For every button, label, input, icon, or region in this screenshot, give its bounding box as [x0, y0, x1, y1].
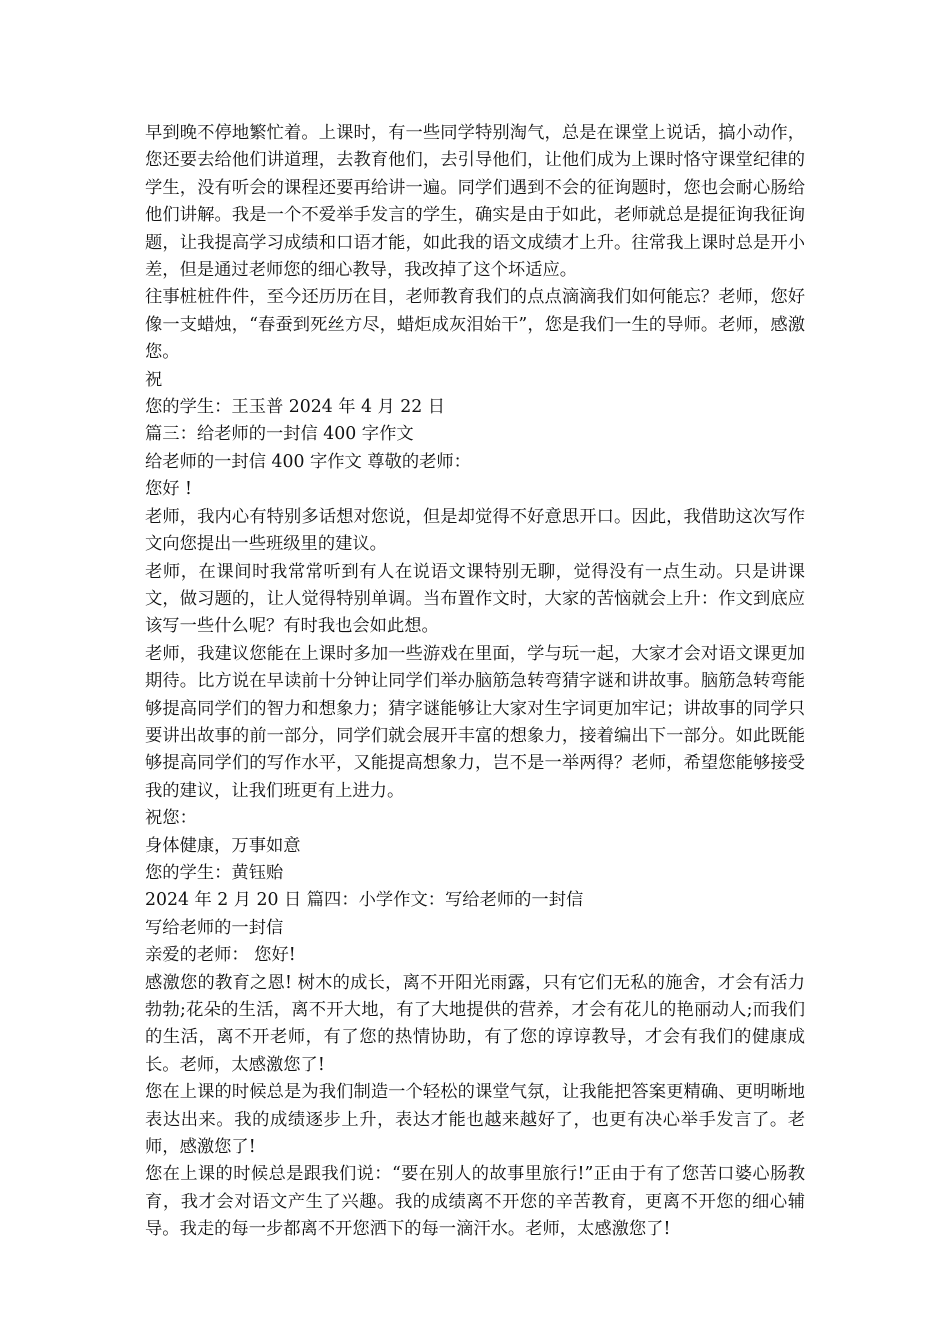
letter-title: 写给老师的一封信 [145, 917, 284, 938]
date-and-section-heading-4: 2024 年 2 月 20 日 篇四：小学作文：写给老师的一封信 [145, 890, 584, 911]
signature-line: 您的学生：黄钰贻 [145, 862, 284, 883]
section-heading-3: 篇三：给老师的一封信 400 字作文 [145, 424, 414, 445]
salutation-greeting: 亲爱的老师： 您好! [145, 945, 296, 966]
paragraph-suggestion: 老师，我建议您能在上课时多加一些游戏在里面，学与玩一起，大家才会对语文课更加期待。比方说在早读前十分钟让同学们举办脑筋急转弯猜字谜和讲故事。脑筋急转弯能够提高同学们的智力和想象力；猜字谜能够让大家对生字词更加牢记；讲故事的同学只要讲出故事的前一部分，同学们就会展开丰富的想象力，接着编出下一部分。如此既能够提高同学们的写作水平，又能提高想象力，岂不是一举两得？老师，希望您能够接受我的建议，让我们班更有上进力。 [145, 643, 805, 801]
closing-wish: 祝 [145, 369, 163, 390]
paragraph-memories: 往事桩桩件件，至今还历历在目，老师教育我们的点点滴滴我们如何能忘？老师，您好像一支蜡烛，“春蚕到死丝方尽，蜡炬成灰泪始干”，您是我们一生的导师。老师，感激您。 [145, 287, 805, 363]
paragraph-classroom: 您在上课的时候总是为我们制造一个轻松的课堂气氛，让我能把答案更精确、更明晰地表达出来。我的成绩逐步上升，表达才能也越来越好了，也更有决心举手发言了。老师，感激您了! [145, 1082, 805, 1158]
paragraph-problem: 老师，在课间时我常常听到有人在说语文课特别无聊，觉得没有一点生动。只是讲课文，做习题的，让人觉得特别单调。当布置作文时，大家的苦恼就会上升：作文到底应该写一些什么呢？有时我也会如此想。 [145, 561, 805, 637]
greeting: 您好 ! [145, 479, 193, 500]
signature-line: 您的学生：王玉普 2024 年 4 月 22 日 [145, 397, 446, 418]
paragraph-gratitude: 感激您的教育之恩! 树木的成长，离不开阳光雨露，只有它们无私的施舍，才会有活力勃勃;花朵的生活，离不开大地，有了大地提供的营养，才会有花儿的艳丽动人;而我们的生活，离不开老师，有了您的热情协助，有了您的谆谆教导，才会有我们的健康成长。老师，太感激您了! [145, 972, 805, 1075]
document-body [145, 120, 805, 1244]
paragraph-continuation: 早到晚不停地繁忙着。上课时，有一些同学特别淘气，总是在课堂上说话，搞小动作，您还要去给他们讲道理，去教育他们，去引导他们，让他们成为上课时恪守课堂纪律的学生，没有听会的课程还要再给讲一遍。同学们遇到不会的征询题时，您也会耐心肠给他们讲解。我是一个不爱举手发言的学生，确实是由于如此，老师就总是提征询我征询题，让我提高学习成绩和口语才能，如此我的语文成绩才上升。往常我上课时总是开小差，但是通过老师您的细心教导，我改掉了这个坏适应。 [145, 123, 805, 281]
closing-blessing: 身体健康，万事如意 [145, 835, 301, 856]
paragraph-guidance: 您在上课的时候总是跟我们说：“要在别人的故事里旅行!”正由于有了您苦口婆心肠教育，我才会对语文产生了兴趣。我的成绩离不开您的辛苦教育，更离不开您的细心辅导。我走的每一步都离不开您洒下的每一滴汗水。老师，太感激您了! [145, 1164, 805, 1240]
closing-wish: 祝您： [145, 808, 197, 829]
paragraph-intro: 老师，我内心有特别多话想对您说，但是却觉得不好意思开口。因此，我借助这次写作文向您提出一些班级里的建议。 [145, 506, 805, 555]
letter-title-salutation: 给老师的一封信 400 字作文 尊敬的老师： [145, 451, 471, 472]
